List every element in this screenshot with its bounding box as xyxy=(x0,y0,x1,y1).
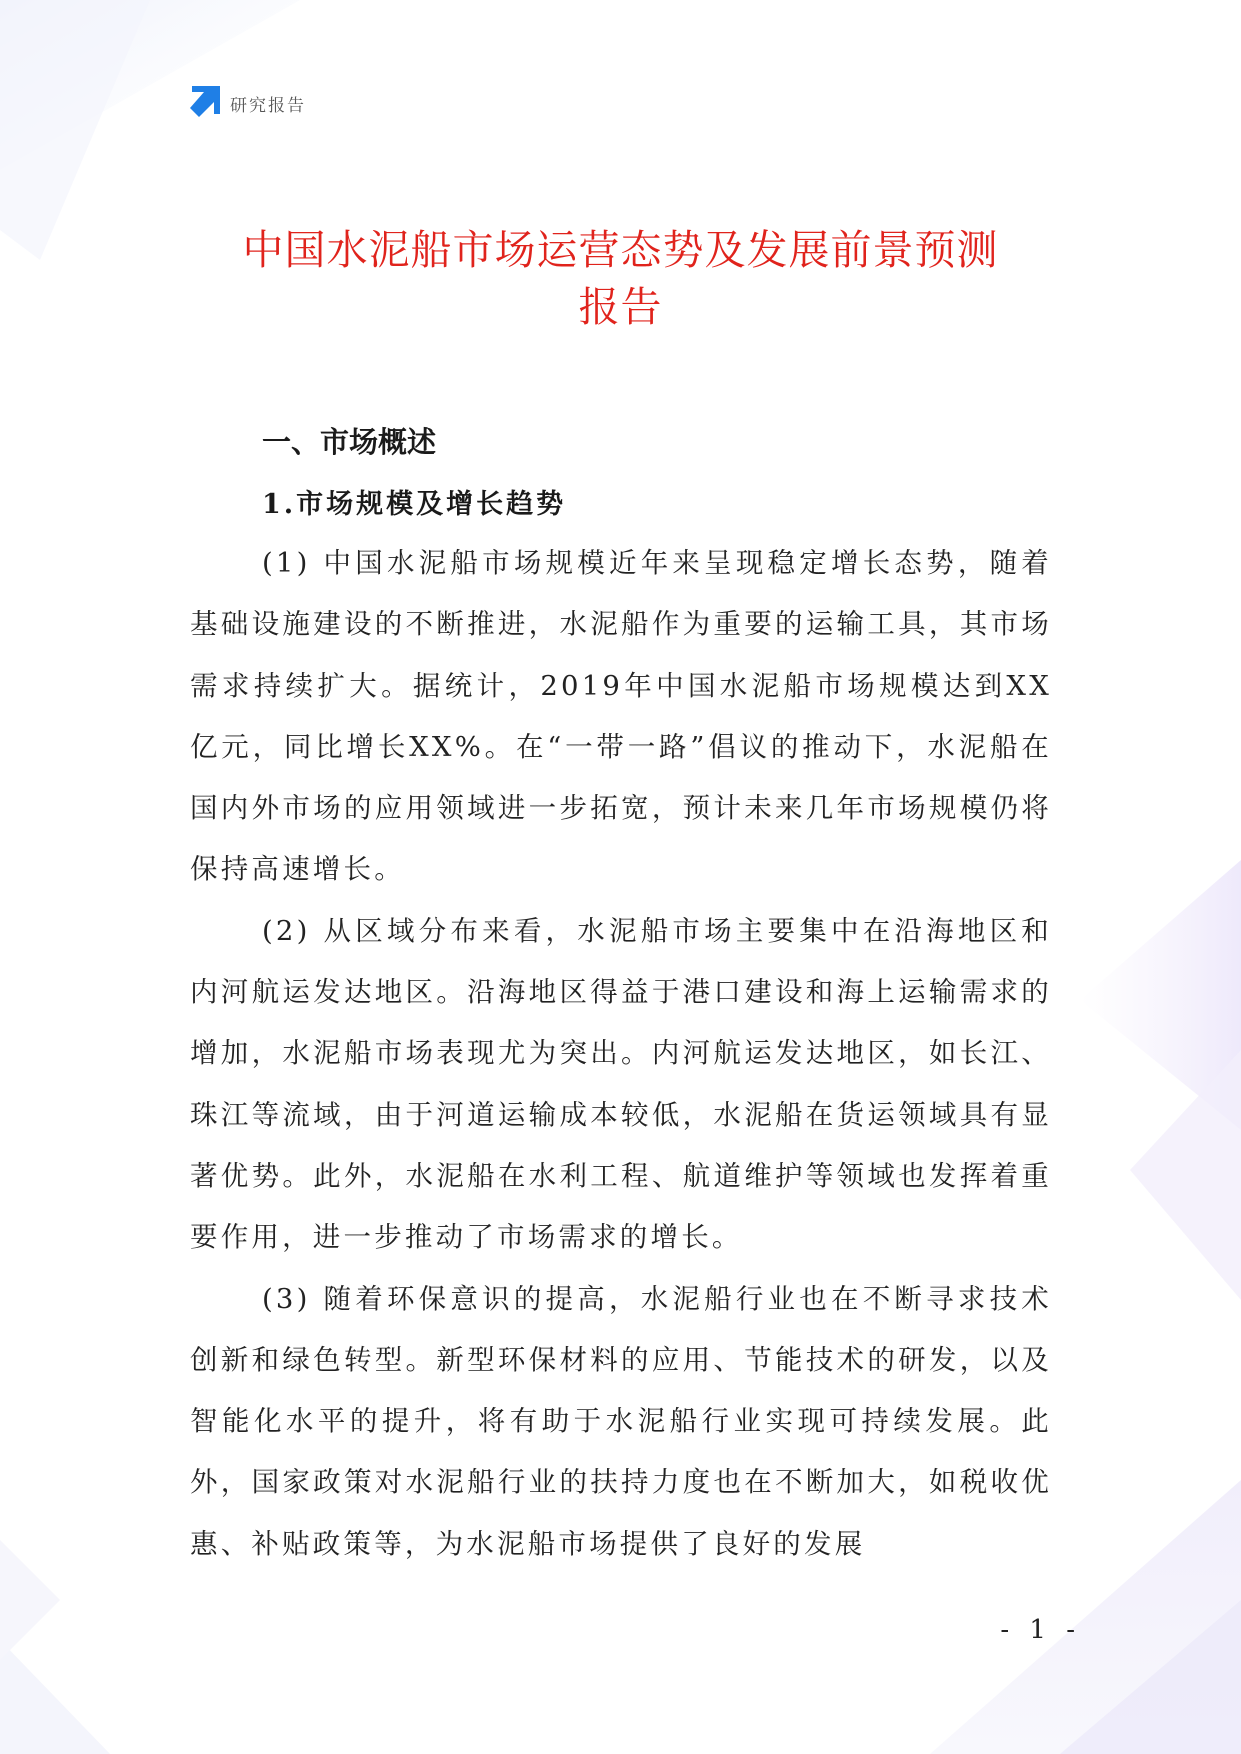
report-title xyxy=(150,222,1091,336)
report-title-line-1: 中国水泥船市场运营态势及发展前景预测 xyxy=(242,226,999,274)
section-heading: 一、市场概述 xyxy=(262,425,437,459)
brand-text: 研究报告 xyxy=(230,95,306,116)
sub-heading: 1.市场规模及增长趋势 xyxy=(262,489,567,520)
paragraph-2: (2) 从区域分布来看，水泥船市场主要集中在沿海地区和内河航运发达地区。沿海地区得益于港口建设和海上运输需求的增加，水泥船市场表现尤为突出。内河航运发达地区，如长江、珠江等流域，由于河道运输成本较低，水泥船在货运领域具有显著优势。此外，水泥船在水利工程、航道维护等领域也发挥着重要作用，进一步推动了市场需求的增长。 xyxy=(190,914,1052,1254)
body-text xyxy=(190,533,1052,1575)
header-brand xyxy=(186,86,306,120)
paragraph-1: (1) 中国水泥船市场规模近年来呈现稳定增长态势，随着基础设施建设的不断推进，水泥船作为重要的运输工具，其市场需求持续扩大。据统计，2019年中国水泥船市场规模达到XX亿元，同比增长XX%。在“一带一路”倡议的推动下，水泥船在国内外市场的应用领域进一步拓宽，预计未来几年市场规模仍将保持高速增长。 xyxy=(190,547,1052,886)
arrow-up-right-icon xyxy=(186,86,220,120)
report-title-line-2: 报告 xyxy=(578,283,663,331)
paragraph-3: (3) 随着环保意识的提高，水泥船行业也在不断寻求技术创新和绿色转型。新型环保材料的应用、节能技术的研发，以及智能化水平的提升，将有助于水泥船行业实现可持续发展。此外，国家政策对水泥船行业的扶持力度也在不断加大，如税收优惠、补贴政策等，为水泥船市场提供了良好的发展 xyxy=(190,1282,1052,1560)
page-number: - 1 - xyxy=(1000,1615,1081,1645)
